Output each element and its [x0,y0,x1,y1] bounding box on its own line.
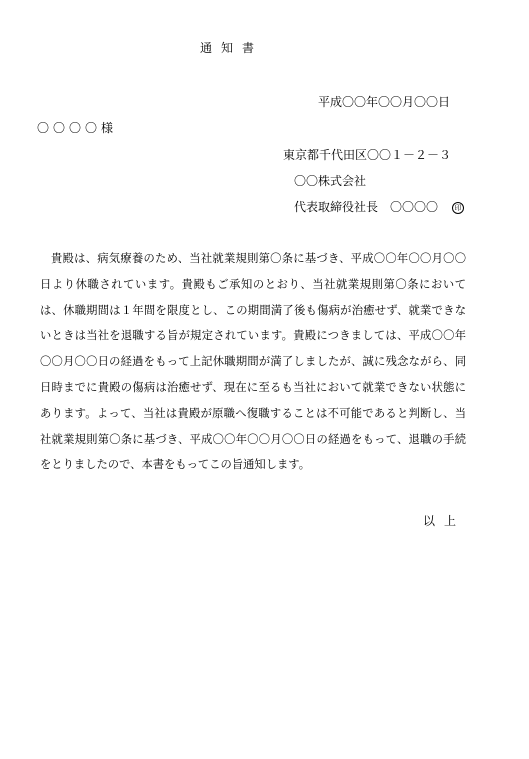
document-date: 平成〇〇年〇〇月〇〇日 [317,95,450,109]
sender-representative-line [294,198,464,215]
sender-representative: 代表取締役社長 〇〇〇〇 [294,200,439,214]
sender-company: 〇〇株式会社 [294,174,367,188]
notice-body: 貴殿は、病気療養のため、当社就業規則第〇条に基づき、平成〇〇年〇〇月〇〇日より休職されています。貴殿もご承知のとおり、当社就業規則第〇条においては、休職期間は１年間を限度とし、この期間満了後も傷病が治癒せず、就業できないときは当社を退職する旨が規定されています。貴殿につきましては、平成〇〇年〇〇月〇〇日の経過をもって上記休職期間が満了しましたが、誠に残念ながら、同日時までに貴殿の傷病は治癒せず、現在に至るも当社において就業できない状態にあります。よって、当社は貴殿が原職へ復職することは不可能であると判断し、当社就業規則第〇条に基づき、平成〇〇年〇〇月〇〇日の経過をもって、退職の手続をとりましたので、本書をもってこの旨通知します。 [40,252,466,472]
seal-mark: 印 [452,202,464,214]
document-title: 通知書 [200,41,264,55]
closing-phrase: 以上 [422,514,465,528]
sender-address: 東京都千代田区〇〇１－２－３ [283,148,452,162]
addressee: 〇〇〇〇様 [37,121,118,135]
